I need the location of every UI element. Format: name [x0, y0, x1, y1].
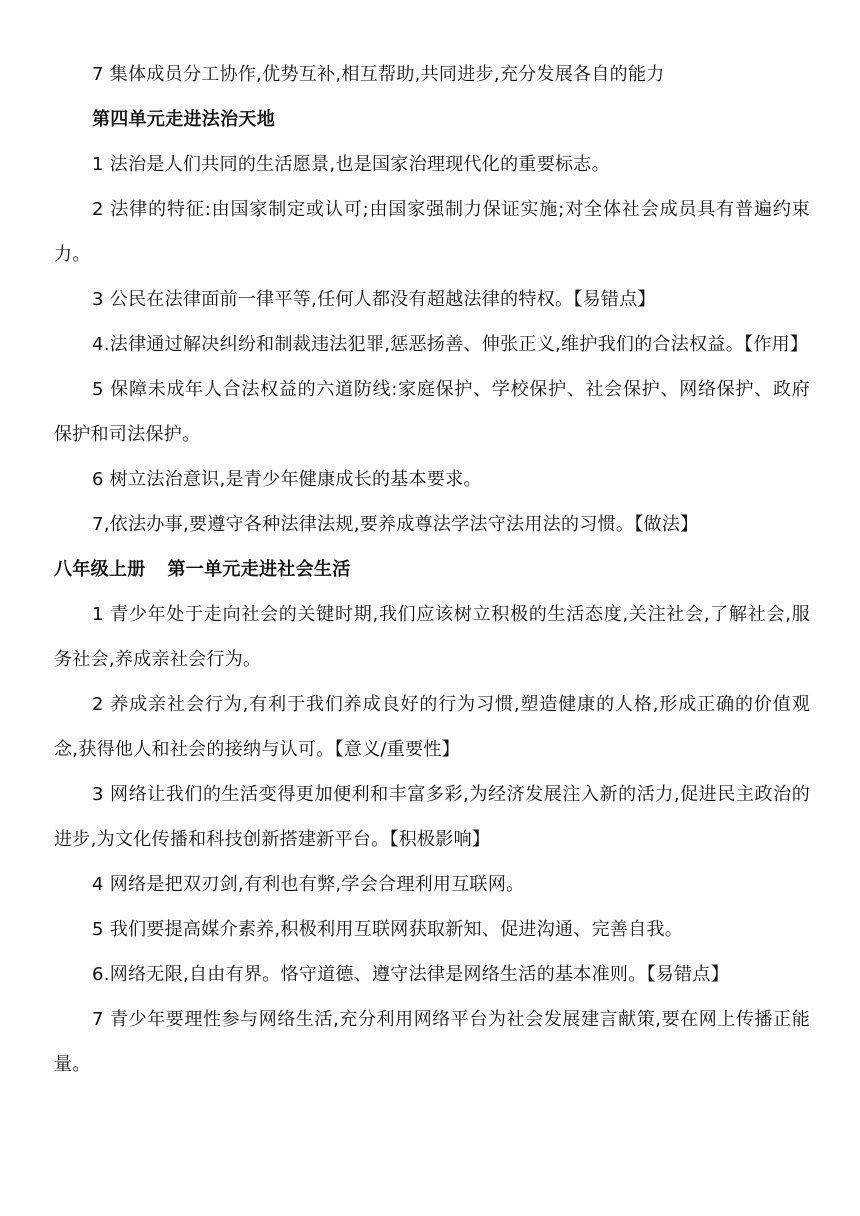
paragraph: 7,依法办事,要遵守各种法律法规,要养成尊法学法守法用法的习惯。【做法】: [92, 514, 699, 535]
paragraph: 7 集体成员分工协作,优势互补,相互帮助,共同进步,充分发展各自的能力: [92, 64, 665, 85]
paragraph: 6 树立法治意识,是青少年健康成长的基本要求。: [92, 469, 482, 490]
paragraph: 5 保障未成年人合法权益的六道防线:家庭保护、学校保护、社会保护、网络保护、政府保护和司法保护。: [54, 379, 810, 445]
grade-label: 八年级上册: [54, 559, 146, 580]
paragraph: 2 养成亲社会行为,有利于我们养成良好的行为习惯,塑造健康的人格,形成正确的价值观念,获得他人和社会的接纳与认可。【意义/重要性】: [54, 694, 810, 760]
paragraph: 7 青少年要理性参与网络生活,充分利用网络平台为社会发展建言献策,要在网上传播正能量。: [54, 1009, 810, 1075]
paragraph: 5 我们要提高媒介素养,积极利用互联网获取新知、促进沟通、完善自我。: [92, 919, 684, 940]
paragraph: 6.网络无限,自由有界。恪守道德、遵守法律是网络生活的基本准则。【易错点】: [92, 964, 729, 985]
paragraph: 3 公民在法律面前一律平等,任何人都没有超越法律的特权。【易错点】: [92, 289, 656, 310]
section-heading: [54, 547, 810, 592]
section-heading: 第四单元走进法治天地: [92, 109, 275, 130]
paragraph: 1 法治是人们共同的生活愿景,也是国家治理现代化的重要标志。: [92, 154, 610, 175]
unit-label: 第一单元走进社会生活: [167, 559, 351, 580]
paragraph: 2 法律的特征:由国家制定或认可;由国家强制力保证实施;对全体社会成员具有普遍约束力。: [54, 199, 810, 265]
paragraph: 4.法律通过解决纠纷和制裁违法犯罪,惩恶扬善、伸张正义,维护我们的合法权益。【作用】: [92, 334, 809, 355]
paragraph: 1 青少年处于走向社会的关键时期,我们应该树立积极的生活态度,关注社会,了解社会,服务社会,养成亲社会行为。: [54, 604, 810, 670]
paragraph: 3 网络让我们的生活变得更加便利和丰富多彩,为经济发展注入新的活力,促进民主政治的进步,为文化传播和科技创新搭建新平台。【积极影响】: [54, 784, 810, 850]
paragraph: 4 网络是把双刃剑,有利也有弊,学会合理利用互联网。: [92, 874, 525, 895]
document-page: [54, 52, 810, 1087]
